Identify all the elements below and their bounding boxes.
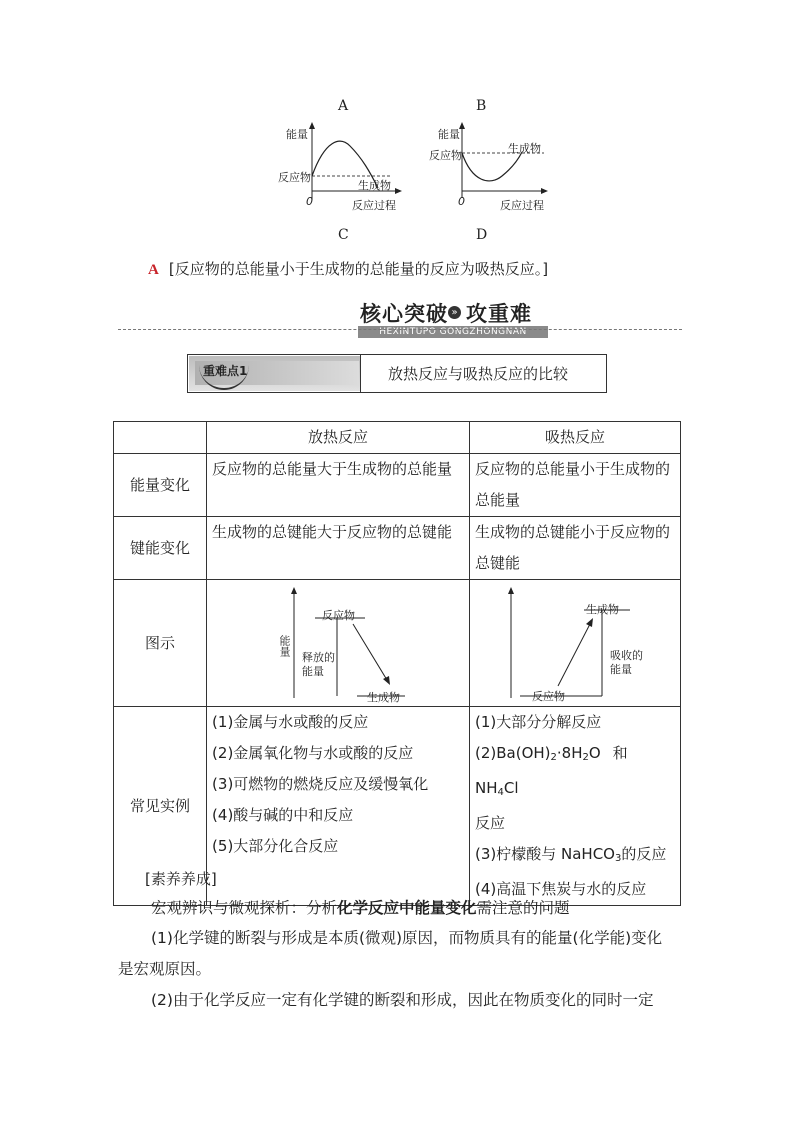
graph-b-reactant-label: 反应物	[429, 149, 462, 162]
cell-exo-examples	[207, 707, 470, 906]
key-point-title: 放热反应与吸热反应的比较	[388, 365, 569, 383]
list-item: (1)金属与水或酸的反应	[212, 713, 369, 731]
graph-a-product-label: 生成物	[358, 179, 391, 192]
row-label-energy: 能量变化	[114, 454, 207, 517]
graph-b-x-label: 反应过程	[500, 199, 544, 212]
graph-a-y-label: 能量	[286, 128, 308, 141]
list-item: (3)可燃物的燃烧反应及缓慢氧化	[212, 775, 429, 793]
paragraph-1-line-1: (1)化学键的断裂与形成是本质(微观)原因，而物质具有的能量(化学能)变化	[151, 929, 663, 947]
list-item: (3)柠檬酸与 NaHCO$_3$的反应	[474, 845, 667, 864]
paragraph-2-line-1: (2)由于化学反应一定有化学键的断裂和形成，因此在物质变化的同时一定	[151, 991, 654, 1009]
comparison-table	[113, 421, 681, 906]
endo-energy-diagram	[470, 580, 680, 706]
graph-a-origin: 0	[306, 195, 313, 208]
list-item: (4)高温下焦炭与水的反应	[474, 880, 647, 898]
option-label-b: B	[476, 98, 487, 114]
banner-subtitle: HEXINTUPO GONGZHONGNAN	[358, 326, 548, 338]
list-item: 反应	[474, 814, 505, 832]
section-tag: [素养养成]	[145, 870, 217, 888]
endo-diagram-absorbed-1: 吸收的	[609, 649, 643, 662]
table-row	[114, 454, 681, 517]
key-point-tab	[189, 356, 360, 391]
paragraph-1-line-2: 是宏观原因。	[118, 960, 212, 978]
exo-diagram-product: 生成物	[367, 691, 401, 704]
banner-title-left: 核心突破	[360, 302, 448, 326]
cell-exo-energy: 反应物的总能量大于生成物的总能量	[207, 454, 470, 517]
endo-diagram-reactant: 反应物	[531, 690, 565, 703]
answer-letter: A	[148, 262, 159, 278]
row-label-diagram: 图示	[114, 580, 207, 707]
answer-explanation: [反应物的总能量小于生成物的总能量的反应为吸热反应。]	[168, 260, 549, 278]
graph-b-y-label: 能量	[438, 128, 460, 141]
exo-diagram-reactant: 反应物	[322, 609, 356, 622]
exo-diagram-y-label: 能量	[278, 635, 292, 657]
graph-a-reactant-label: 反应物	[278, 171, 311, 184]
option-label-c: C	[338, 227, 349, 243]
cell-endo-diagram	[469, 580, 680, 707]
list-item: (4)酸与碱的中和反应	[212, 806, 354, 824]
cell-endo-examples	[469, 707, 680, 906]
endo-diagram-absorbed-2: 能量	[609, 663, 632, 676]
banner-arrow-icon: »	[448, 306, 461, 319]
answer-line	[148, 258, 548, 279]
cell-exo-diagram	[207, 580, 470, 707]
endo-diagram-product: 生成物	[585, 603, 619, 616]
table-row	[114, 517, 681, 580]
list-item: (5)大部分化合反应	[212, 837, 339, 855]
row-label-bond: 键能变化	[114, 517, 207, 580]
banner-title-right: 攻重难	[466, 302, 532, 326]
table-header-row	[114, 422, 681, 454]
literacy-heading: 宏观辨识与微观探析：分析化学反应中能量变化需注意的问题	[151, 899, 570, 917]
header-exothermic: 放热反应	[207, 422, 470, 454]
key-point-box	[187, 354, 607, 393]
list-item: $(2)Ba(OH)_2\cdot 8H_2O$ 和$NH_4Cl$	[474, 744, 628, 798]
table-row	[114, 580, 681, 707]
exo-diagram-released-2: 能量	[302, 665, 325, 678]
option-label-d: D	[476, 227, 488, 243]
graph-b-origin: 0	[458, 195, 465, 208]
exo-diagram-released-1: 释放的	[302, 651, 336, 664]
exo-energy-diagram	[207, 580, 467, 706]
graph-b-product-label: 生成物	[508, 142, 541, 155]
header-endothermic: 吸热反应	[469, 422, 680, 454]
cell-endo-bond: 生成物的总键能小于反应物的总键能	[469, 517, 680, 580]
section-divider	[118, 329, 682, 330]
option-label-a: A	[338, 98, 349, 114]
graph-a-x-label: 反应过程	[352, 199, 396, 212]
cell-exo-bond: 生成物的总键能大于反应物的总键能	[207, 517, 470, 580]
row-label-examples: 常见实例	[114, 707, 207, 906]
list-item: (2)金属氧化物与水或酸的反应	[212, 744, 414, 762]
key-point-label: 重难点1	[203, 364, 248, 378]
list-item: (1)大部分分解反应	[474, 713, 602, 731]
cell-endo-energy: 反应物的总能量小于生成物的总能量	[469, 454, 680, 517]
